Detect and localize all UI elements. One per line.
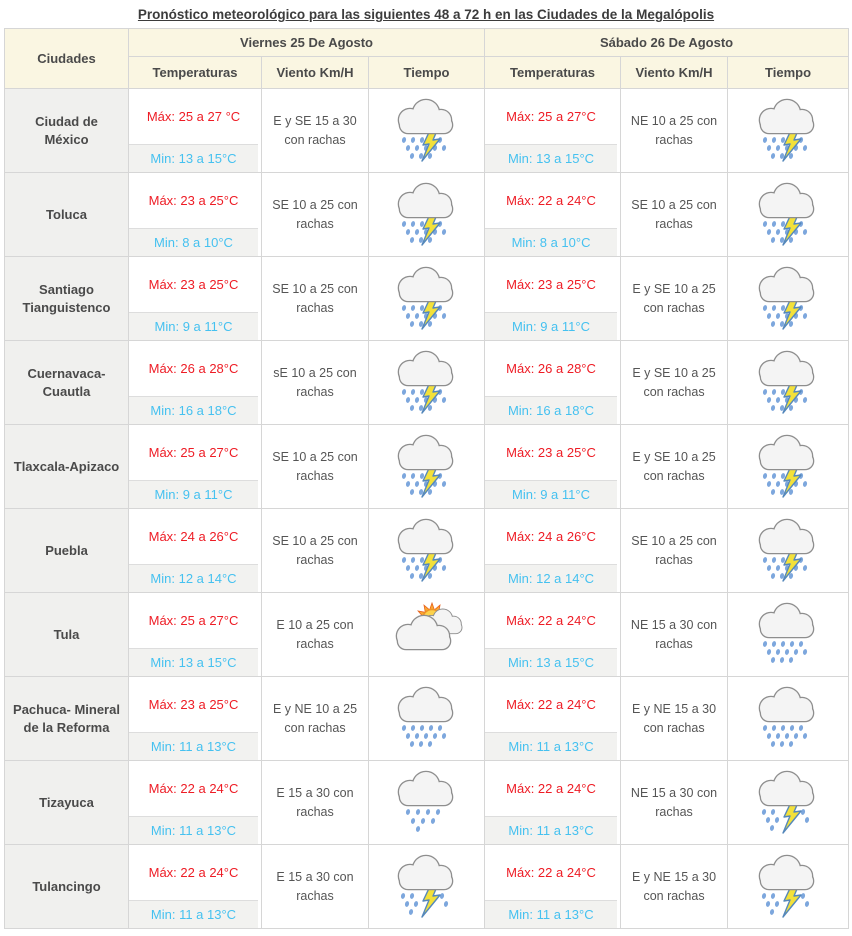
city-name: Pachuca- Mineral de la Reforma [5,677,129,761]
friday-temperature-cell [129,341,262,425]
saturday-weather-header: Tiempo [728,57,849,89]
saturday-wind-forecast: NE 15 a 30 con rachas [621,761,728,845]
friday-weather-cell [369,341,485,425]
saturday-max-temperature: Máx: 22 a 24°C [485,845,617,901]
table-row [5,173,849,257]
saturday-max-temperature: Máx: 22 a 24°C [485,173,617,229]
saturday-weather-cell [728,425,849,509]
saturday-max-temperature: Máx: 25 a 27°C [485,89,617,145]
saturday-temperature-cell [485,89,621,173]
rain-icon [728,686,848,752]
saturday-wind-forecast: E y NE 15 a 30 con rachas [621,845,728,929]
storm-icon [728,350,848,416]
storm-icon [728,434,848,500]
friday-weather-cell [369,845,485,929]
saturday-max-temperature: Máx: 23 a 25°C [485,257,617,313]
saturday-wind-forecast: E y SE 10 a 25 con rachas [621,341,728,425]
friday-max-temperature: Máx: 22 a 24°C [129,761,258,817]
saturday-weather-cell [728,509,849,593]
saturday-temperature-cell [485,509,621,593]
saturday-max-temperature: Máx: 26 a 28°C [485,341,617,397]
saturday-weather-cell [728,341,849,425]
friday-min-temperature: Min: 12 a 14°C [129,565,258,592]
saturday-wind-forecast: NE 10 a 25 con rachas [621,89,728,173]
cities-column-header: Ciudades [5,29,129,89]
saturday-wind-forecast: SE 10 a 25 con rachas [621,173,728,257]
friday-weather-cell [369,425,485,509]
saturday-min-temperature: Min: 12 a 14°C [485,565,617,592]
storm-icon [369,434,484,500]
saturday-wind-forecast: E y SE 10 a 25 con rachas [621,257,728,341]
partly-cloudy-sun-icon [369,602,484,668]
saturday-min-temperature: Min: 11 a 13°C [485,817,617,844]
saturday-temperature-cell [485,845,621,929]
rain-icon [369,686,484,752]
saturday-weather-cell [728,173,849,257]
city-name: Cuernavaca-Cuautla [5,341,129,425]
friday-wind-forecast: E y SE 15 a 30 con rachas [262,89,369,173]
friday-min-temperature: Min: 9 a 11°C [129,313,258,340]
friday-min-temperature: Min: 13 a 15°C [129,649,258,676]
saturday-temperature-cell [485,677,621,761]
city-name: Ciudad de México [5,89,129,173]
friday-weather-cell [369,89,485,173]
friday-max-temperature: Máx: 22 a 24°C [129,845,258,901]
saturday-temperature-cell [485,761,621,845]
friday-wind-forecast: E 15 a 30 con rachas [262,761,369,845]
saturday-min-temperature: Min: 8 a 10°C [485,229,617,256]
friday-temperature-cell [129,845,262,929]
friday-weather-header: Tiempo [369,57,485,89]
friday-min-temperature: Min: 16 a 18°C [129,397,258,424]
saturday-min-temperature: Min: 16 a 18°C [485,397,617,424]
rain-icon [728,602,848,668]
table-row [5,425,849,509]
friday-max-temperature: Máx: 23 a 25°C [129,677,258,733]
saturday-weather-cell [728,761,849,845]
saturday-min-temperature: Min: 9 a 11°C [485,481,617,508]
friday-max-temperature: Máx: 23 a 25°C [129,257,258,313]
table-row [5,341,849,425]
friday-max-temperature: Máx: 26 a 28°C [129,341,258,397]
city-name: Tizayuca [5,761,129,845]
friday-wind-forecast: E y NE 10 a 25 con rachas [262,677,369,761]
friday-min-temperature: Min: 8 a 10°C [129,229,258,256]
friday-temperature-cell [129,761,262,845]
storm-light-icon [728,770,848,836]
friday-min-temperature: Min: 11 a 13°C [129,901,258,928]
friday-temperature-cell [129,173,262,257]
saturday-weather-cell [728,89,849,173]
storm-icon [369,266,484,332]
saturday-min-temperature: Min: 13 a 15°C [485,145,617,172]
friday-wind-forecast: sE 10 a 25 con rachas [262,341,369,425]
friday-temperature-cell [129,89,262,173]
friday-wind-forecast: SE 10 a 25 con rachas [262,173,369,257]
friday-weather-cell [369,257,485,341]
storm-icon [728,98,848,164]
saturday-weather-cell [728,677,849,761]
friday-temperature-cell [129,677,262,761]
saturday-temperature-cell [485,341,621,425]
day-header-friday: Viernes 25 De Agosto [129,29,485,57]
storm-light-icon [369,854,484,920]
friday-wind-forecast: SE 10 a 25 con rachas [262,509,369,593]
storm-icon [369,98,484,164]
storm-icon [728,518,848,584]
saturday-min-temperature: Min: 13 a 15°C [485,649,617,676]
forecast-table [4,28,849,929]
table-row [5,761,849,845]
table-row [5,677,849,761]
storm-light-icon [728,854,848,920]
storm-icon [728,266,848,332]
friday-wind-forecast: SE 10 a 25 con rachas [262,257,369,341]
friday-weather-cell [369,509,485,593]
storm-icon [369,350,484,416]
friday-max-temperature: Máx: 24 a 26°C [129,509,258,565]
saturday-wind-forecast: NE 15 a 30 con rachas [621,593,728,677]
saturday-wind-forecast: SE 10 a 25 con rachas [621,509,728,593]
friday-max-temperature: Máx: 25 a 27°C [129,425,258,481]
city-name: Puebla [5,509,129,593]
city-name: Tula [5,593,129,677]
saturday-temperature-cell [485,257,621,341]
friday-min-temperature: Min: 11 a 13°C [129,733,258,760]
city-name: Tlaxcala-Apizaco [5,425,129,509]
saturday-weather-cell [728,845,849,929]
friday-weather-cell [369,593,485,677]
friday-wind-forecast: SE 10 a 25 con rachas [262,425,369,509]
friday-max-temperature: Máx: 23 a 25°C [129,173,258,229]
saturday-max-temperature: Máx: 24 a 26°C [485,509,617,565]
friday-temperature-cell [129,425,262,509]
page-title: Pronóstico meteorológico para las siguientes 48 a 72 h en las Ciudades de la Megalópolis [137,7,715,22]
city-name: Tulancingo [5,845,129,929]
city-name: Toluca [5,173,129,257]
saturday-max-temperature: Máx: 22 a 24°C [485,593,617,649]
storm-icon [728,182,848,248]
saturday-wind-forecast: E y NE 15 a 30 con rachas [621,677,728,761]
friday-weather-cell [369,677,485,761]
forecast-table-body [5,89,849,929]
friday-temperatures-header: Temperaturas [129,57,262,89]
saturday-min-temperature: Min: 11 a 13°C [485,901,617,928]
saturday-max-temperature: Máx: 22 a 24°C [485,761,617,817]
saturday-temperature-cell [485,593,621,677]
rain-light-icon [369,770,484,836]
table-row [5,89,849,173]
saturday-min-temperature: Min: 9 a 11°C [485,313,617,340]
saturday-max-temperature: Máx: 22 a 24°C [485,677,617,733]
saturday-temperatures-header: Temperaturas [485,57,621,89]
saturday-max-temperature: Máx: 23 a 25°C [485,425,617,481]
friday-weather-cell [369,761,485,845]
table-row [5,845,849,929]
saturday-min-temperature: Min: 11 a 13°C [485,733,617,760]
friday-max-temperature: Máx: 25 a 27 °C [129,89,258,145]
friday-wind-header: Viento Km/H [262,57,369,89]
friday-wind-forecast: E 15 a 30 con rachas [262,845,369,929]
saturday-weather-cell [728,593,849,677]
storm-icon [369,182,484,248]
friday-min-temperature: Min: 9 a 11°C [129,481,258,508]
friday-weather-cell [369,173,485,257]
friday-temperature-cell [129,257,262,341]
friday-min-temperature: Min: 11 a 13°C [129,817,258,844]
saturday-temperature-cell [485,173,621,257]
saturday-temperature-cell [485,425,621,509]
day-header-saturday: Sábado 26 De Agosto [485,29,849,57]
saturday-wind-forecast: E y SE 10 a 25 con rachas [621,425,728,509]
table-row [5,257,849,341]
table-row [5,593,849,677]
friday-temperature-cell [129,509,262,593]
friday-wind-forecast: E 10 a 25 con rachas [262,593,369,677]
storm-icon [369,518,484,584]
friday-max-temperature: Máx: 25 a 27°C [129,593,258,649]
friday-min-temperature: Min: 13 a 15°C [129,145,258,172]
city-name: Santiago Tianguistenco [5,257,129,341]
friday-temperature-cell [129,593,262,677]
saturday-wind-header: Viento Km/H [621,57,728,89]
table-row [5,509,849,593]
saturday-weather-cell [728,257,849,341]
